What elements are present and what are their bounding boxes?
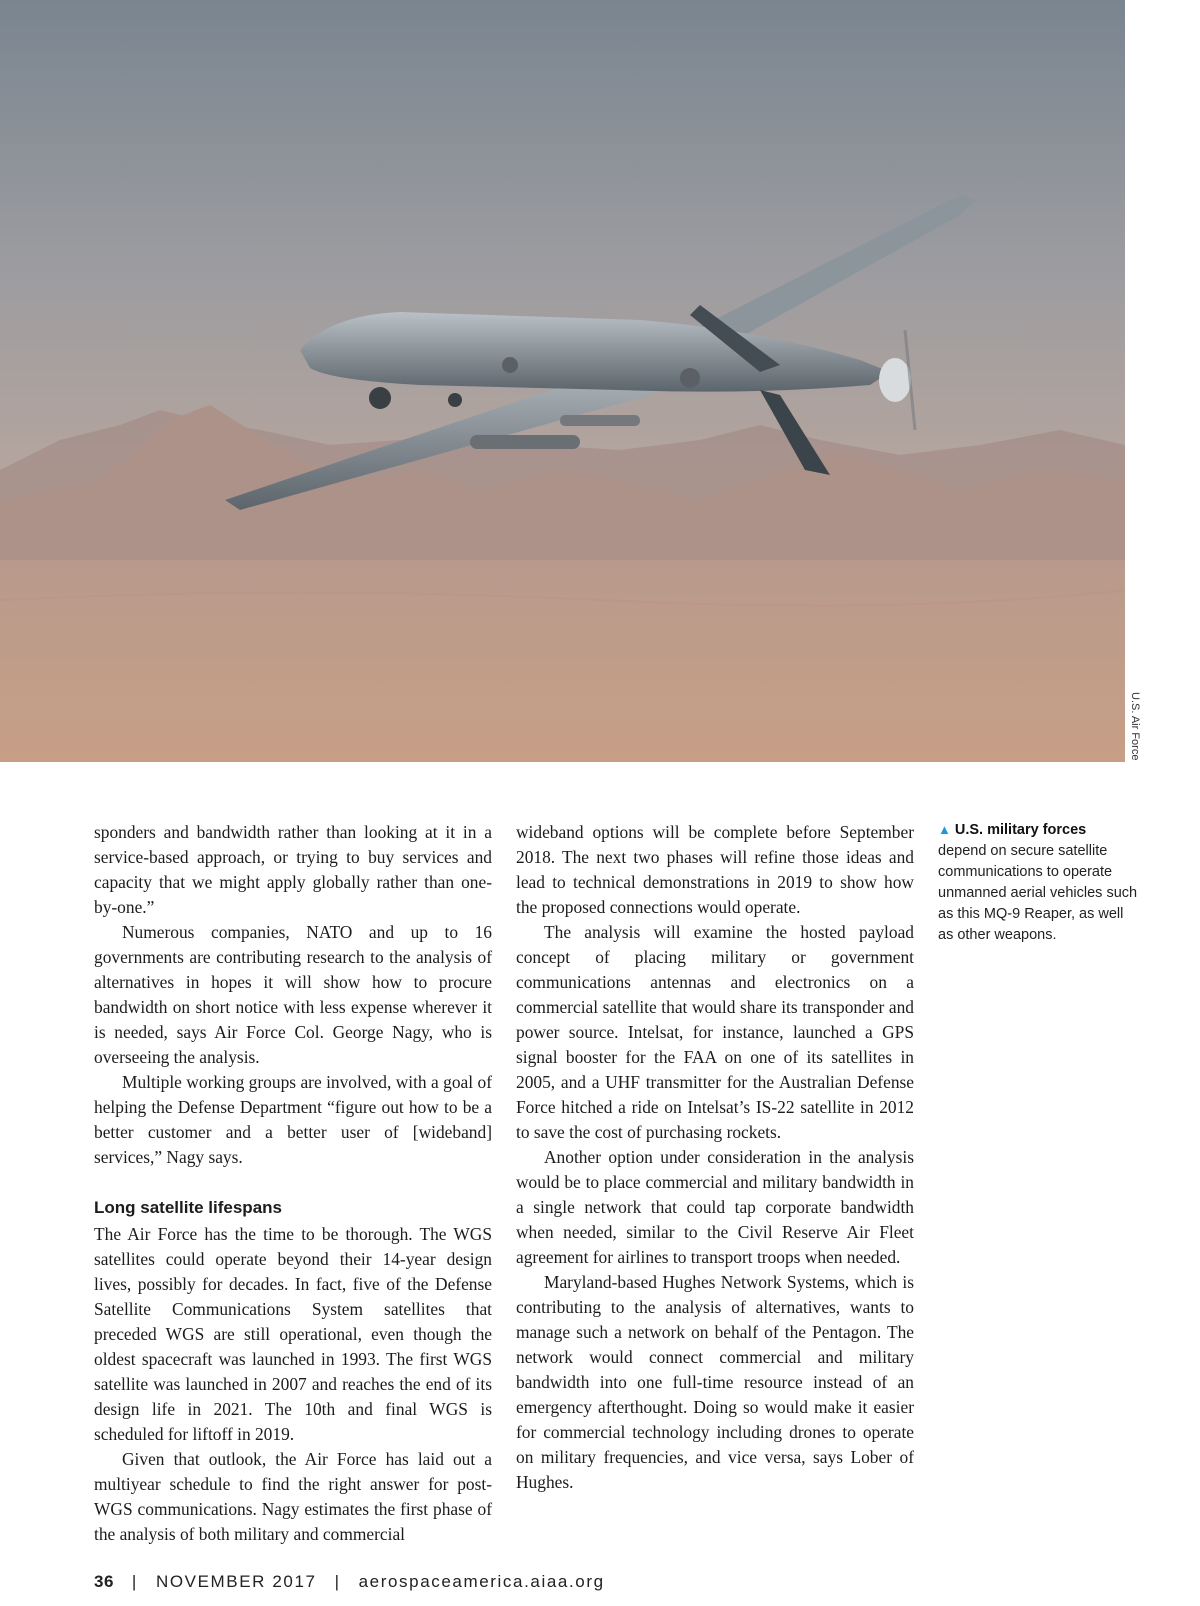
paragraph: sponders and bandwidth rather than looking at it in a service-based approach, or trying to buy services and capacity that we might apply globally rather than one-by-one.”: [94, 822, 492, 917]
photo-caption: [938, 819, 1138, 946]
photo-credit-text: U.S. Air Force: [1129, 692, 1141, 761]
paragraph: Multiple working groups are involved, with a goal of helping the Defense Department “figure out how to be a better customer and a better user of [wideband] services,” Nagy says.: [94, 1072, 492, 1167]
website-link[interactable]: aerospaceamerica.aiaa.org: [358, 1572, 605, 1591]
paragraph: Given that outlook, the Air Force has laid out a multiyear schedule to find the right answer for post-WGS communications. Nagy estimates the first phase of the analysis of both military and commercial: [94, 1449, 492, 1544]
caption-lead: U.S. military forces: [954, 822, 1087, 838]
paragraph: The Air Force has the time to be thorough. The WGS satellites could operate beyond their 14-year design lives, possibly for decades. In fact, five of the Defense Satellite Communications System satellites that preceded WGS are still operational, even though the oldest spacecraft was launched in 1993. The first WGS satellite was launched in 2007 and reaches the end of its design life in 2021. The 10th and final WGS is scheduled for liftoff in 2019.: [94, 1224, 492, 1444]
page-number: 36: [94, 1572, 114, 1591]
mq9-reaper-photo: [0, 0, 1125, 762]
paragraph: The analysis will examine the hosted payload concept of placing military or government communications antennas and electronics on a commercial satellite that would share its transponder and power source. Intelsat, for instance, launched a GPS signal booster for the FAA on one of its satellites in 2005, and a UHF transmitter for the Australian Defense Force hitched a ride on Intelsat’s IS-22 satellite in 2012 to save the cost of purchasing rockets.: [516, 922, 914, 1142]
footer-divider: |: [334, 1572, 341, 1591]
photo-credit: [1129, 692, 1155, 762]
triangle-up-icon: ▲: [938, 822, 951, 837]
footer-divider: |: [131, 1572, 138, 1591]
paragraph: wideband options will be complete before September 2018. The next two phases will refine those ideas and lead to technical demonstrations in 2019 to show how the proposed connections would operate.: [516, 822, 914, 917]
page-footer: [94, 1572, 605, 1592]
paragraph: Numerous companies, NATO and up to 16 governments are contributing research to the analysis of alternatives in hopes it will show how to procure bandwidth on short notice with less expense wherever it is needed, says Air Force Col. George Nagy, who is overseeing the analysis.: [94, 922, 492, 1067]
section-heading: Long satellite lifespans: [94, 1198, 282, 1217]
paragraph: Maryland-based Hughes Network Systems, which is contributing to the analysis of alternatives, wants to manage such a network on behalf of the Pentagon. The network would connect commercial and military bandwidth into one full-time resource instead of an emergency afterthought. Doing so would make it easier for commercial technology including drones to operate on military frequencies, and vice versa, says Lober of Hughes.: [516, 1272, 914, 1492]
article-column-2: [516, 820, 914, 1495]
caption-text: depend on secure satellite communications to operate unmanned aerial vehicles such as this MQ-9 Reaper, as well as other weapons.: [938, 843, 1138, 943]
paragraph: Another option under consideration in the analysis would be to place commercial and military bandwidth in a single network that could tap corporate bandwidth when needed, similar to the Civil Reserve Air Fleet agreement for airlines to transport troops when needed.: [516, 1147, 914, 1267]
article-column-1: [94, 820, 492, 1547]
issue-date: NOVEMBER 2017: [155, 1572, 317, 1591]
hero-photo: [0, 0, 1125, 762]
